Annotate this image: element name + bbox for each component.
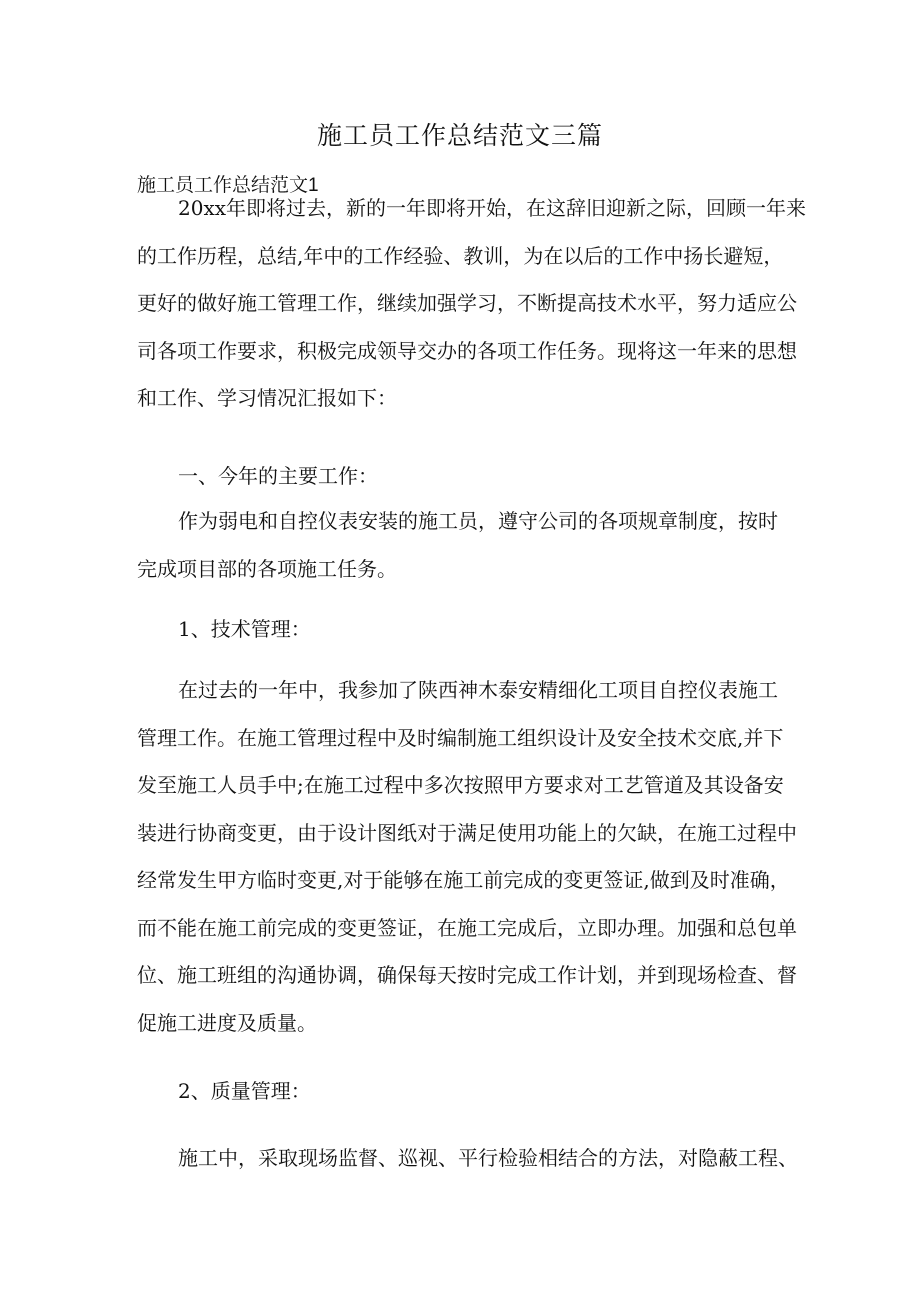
document-title: 施工员工作总结范文三篇 <box>316 121 603 150</box>
section-heading: 一、今年的主要工作： <box>178 464 378 488</box>
item-heading: 1、技术管理： <box>178 617 311 641</box>
paragraph-line: 完成项目部的各项施工任务。 <box>137 556 397 581</box>
item2-paragraph <box>137 1135 798 1183</box>
paragraph-line: 管理工作。在施工管理过程中及时编制施工组织设计及安全技术交底,并下 <box>137 725 784 750</box>
paragraph-line: 促施工进度及质量。 <box>137 1010 317 1035</box>
paragraph-line: 20xx年即将过去，新的一年即将开始，在这辞旧迎新之际，回顾一年来 <box>178 196 807 220</box>
paragraph-line: 而不能在施工前完成的变更签证，在施工完成后，立即办理。加强和总包单 <box>137 915 797 940</box>
document-subtitle: 施工员工作总结范文1 <box>137 175 319 196</box>
item-heading: 2、质量管理： <box>178 1079 311 1103</box>
paragraph-line: 的工作历程，总结,年中的工作经验、教训，为在以后的工作中扬长避短， <box>137 243 784 268</box>
paragraph-line: 司各项工作要求，积极完成领导交办的各项工作任务。现将这一年来的思想 <box>137 338 797 363</box>
paragraph-line: 作为弱电和自控仪表安装的施工员，遵守公司的各项规章制度，按时 <box>178 509 778 533</box>
item1-paragraph <box>137 667 795 1047</box>
paragraph-line: 经常发生甲方临时变更,对于能够在施工前完成的变更签证,做到及时准确， <box>137 868 790 892</box>
paragraph-line: 装进行协商变更，由于设计图纸对于满足使用功能上的欠缺，在施工过程中 <box>137 820 797 845</box>
paragraph-line: 位、施工班组的沟通协调，确保每天按时完成工作计划，并到现场检查、督 <box>137 963 797 987</box>
paragraph-line: 在过去的一年中，我参加了陕西神木泰安精细化工项目自控仪表施工 <box>178 678 778 702</box>
paragraph-line: 施工中，采取现场监督、巡视、平行检验相结合的方法，对隐蔽工程、 <box>178 1146 798 1170</box>
section1-paragraph <box>137 498 795 593</box>
intro-paragraph <box>137 185 807 423</box>
paragraph-line: 发至施工人员手中;在施工过程中多次按照甲方要求对工艺管道及其设备安 <box>137 773 784 797</box>
paragraph-line: 和工作、学习情况汇报如下： <box>137 386 397 410</box>
paragraph-line: 更好的做好施工管理工作，继续加强学习，不断提高技术水平，努力适应公 <box>137 291 797 315</box>
